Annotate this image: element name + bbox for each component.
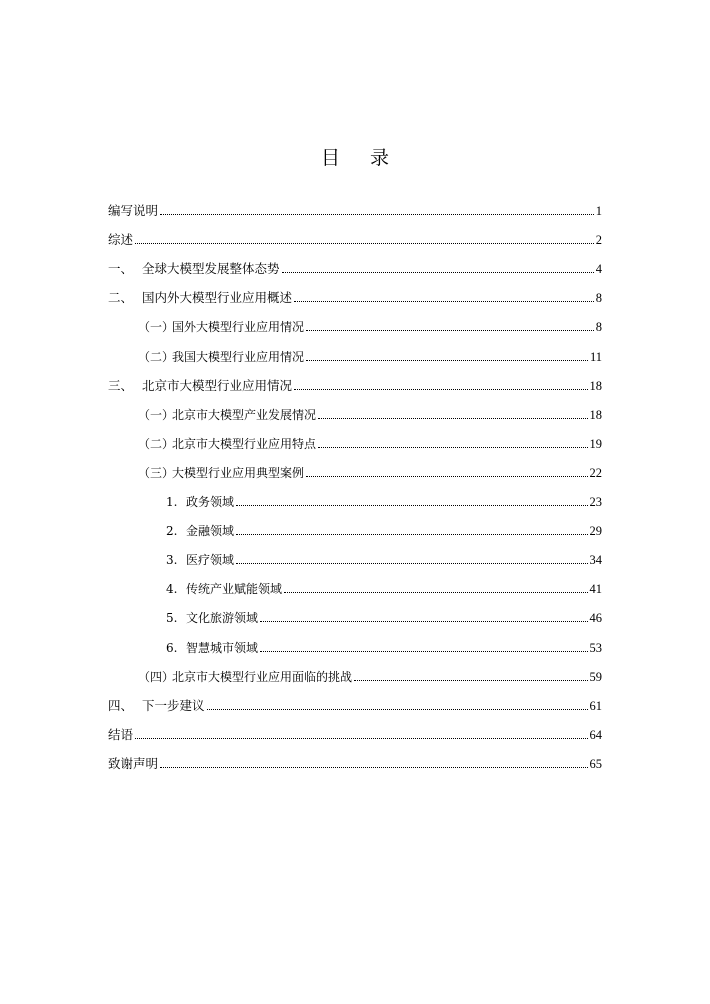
toc-entry-label: 北京市大模型行业应用情况	[142, 377, 293, 393]
toc-entry-number: 1.	[166, 495, 178, 509]
toc-entry-page-number: 18	[589, 378, 602, 393]
toc-entry[interactable]	[108, 723, 602, 743]
toc-entry-page-number: 19	[589, 436, 602, 451]
toc-entry-label: 结语	[108, 726, 134, 742]
toc-leader-dots	[207, 708, 588, 710]
toc-entry[interactable]	[138, 403, 602, 423]
toc-leader-dots	[318, 446, 587, 448]
toc-entry[interactable]	[138, 461, 602, 481]
toc-entry-label: 医疗领域	[186, 553, 235, 568]
toc-entry-label: 传统产业赋能领域	[186, 582, 283, 597]
toc-entry-label: 全球大模型发展整体态势	[142, 261, 280, 277]
toc-entry-number: 四、	[108, 697, 134, 713]
toc-entry[interactable]	[138, 432, 602, 452]
toc-entry[interactable]	[108, 286, 602, 306]
toc-leader-dots	[294, 300, 594, 302]
toc-entry-label: 北京市大模型行业应用特点	[172, 436, 317, 451]
toc-leader-dots	[260, 620, 587, 622]
toc-entry-number: 二、	[108, 290, 134, 306]
toc-leader-dots	[306, 475, 587, 477]
toc-entry[interactable]	[138, 315, 602, 335]
toc-entry[interactable]	[166, 548, 602, 568]
toc-leader-dots	[294, 388, 587, 390]
toc-entry-number: （三）	[138, 465, 175, 480]
toc-entry-page-number: 8	[595, 291, 602, 306]
toc-entry-page-number: 59	[589, 669, 602, 684]
toc-leader-dots	[236, 504, 587, 506]
toc-entry[interactable]	[108, 228, 602, 248]
toc-entry-number: （一）	[138, 407, 175, 422]
toc-entry-label: 国外大模型行业应用情况	[172, 320, 305, 335]
toc-entry[interactable]	[138, 665, 602, 685]
toc-leader-dots	[306, 329, 594, 331]
toc-entry-number: 三、	[108, 377, 134, 393]
toc-entry-page-number: 41	[589, 582, 602, 597]
toc-leader-dots	[318, 417, 587, 419]
toc-entry-label: 政务领域	[186, 495, 235, 509]
toc-leader-dots	[236, 562, 587, 564]
toc-entry-label: 编写说明	[108, 203, 159, 218]
toc-entry-number: 2.	[166, 524, 178, 539]
toc-entry-label: 北京市大模型产业发展情况	[172, 407, 317, 422]
toc-entry-number: 4.	[166, 582, 178, 597]
toc-entry[interactable]	[166, 490, 602, 510]
toc-entry[interactable]	[108, 752, 602, 772]
toc-leader-dots	[135, 737, 587, 739]
toc-entry-page-number: 4	[595, 262, 602, 277]
toc-entry-page-number: 8	[595, 320, 602, 335]
toc-entry-number: 6.	[166, 640, 178, 655]
toc-entry-label: 致谢声明	[108, 755, 159, 771]
toc-entry-page-number: 18	[589, 407, 602, 422]
toc-entry-label: 智慧城市领域	[186, 640, 259, 655]
toc-entry-label: 下一步建议	[142, 697, 205, 713]
toc-entry-page-number: 61	[589, 698, 602, 713]
toc-leader-dots	[135, 242, 594, 244]
toc-entry-page-number: 1	[595, 204, 602, 218]
toc-entry[interactable]	[108, 374, 602, 394]
toc-entry-page-number: 53	[589, 640, 602, 655]
toc-entry-page-number: 34	[589, 553, 602, 568]
toc-leader-dots	[260, 650, 587, 652]
toc-entry-page-number: 65	[589, 756, 602, 771]
toc-entry-number: 3.	[166, 553, 178, 568]
toc-leader-dots	[306, 359, 588, 361]
toc-entry[interactable]	[166, 606, 602, 626]
toc-entry-page-number: 64	[589, 727, 602, 742]
toc-entry-label: 我国大模型行业应用情况	[172, 349, 305, 364]
toc-entry-label: 国内外大模型行业应用概述	[142, 290, 293, 306]
toc-entry-page-number: 22	[589, 465, 602, 480]
toc-entry-page-number: 29	[589, 524, 602, 539]
toc-entry-number: （二）	[138, 436, 175, 451]
toc-leader-dots	[282, 271, 594, 273]
toc-entry-page-number: 11	[589, 349, 602, 364]
toc-entry-number: 一、	[108, 261, 134, 277]
toc-entry-page-number: 46	[589, 611, 602, 626]
page-title: 目 录	[320, 147, 402, 169]
toc-entry-number: （二）	[138, 349, 175, 364]
toc-entry-page-number: 23	[589, 495, 602, 509]
toc-entry[interactable]	[108, 257, 602, 277]
toc-entry-page-number: 2	[595, 233, 602, 248]
toc-entry-label: 金融领域	[186, 524, 235, 539]
toc-entry[interactable]	[108, 694, 602, 714]
toc-leader-dots	[354, 679, 587, 681]
toc-entry-label: 综述	[108, 232, 134, 248]
toc-entry[interactable]	[138, 345, 602, 365]
toc-entry[interactable]	[166, 577, 602, 597]
toc-leader-dots	[236, 533, 587, 535]
toc-leader-dots	[160, 213, 594, 215]
toc-entry[interactable]	[108, 199, 602, 219]
toc-entry[interactable]	[166, 519, 602, 539]
toc-entry[interactable]	[166, 636, 602, 656]
toc-leader-dots	[160, 766, 587, 768]
toc-entry-number: （一）	[138, 320, 175, 335]
toc-entry-number: （四）	[138, 669, 175, 684]
toc-entry-label: 大模型行业应用典型案例	[172, 465, 305, 480]
toc-entry-label: 北京市大模型行业应用面临的挑战	[172, 669, 353, 684]
toc-entry-number: 5.	[166, 611, 178, 626]
toc-entry-label: 文化旅游领域	[186, 611, 259, 626]
toc-leader-dots	[284, 591, 587, 593]
